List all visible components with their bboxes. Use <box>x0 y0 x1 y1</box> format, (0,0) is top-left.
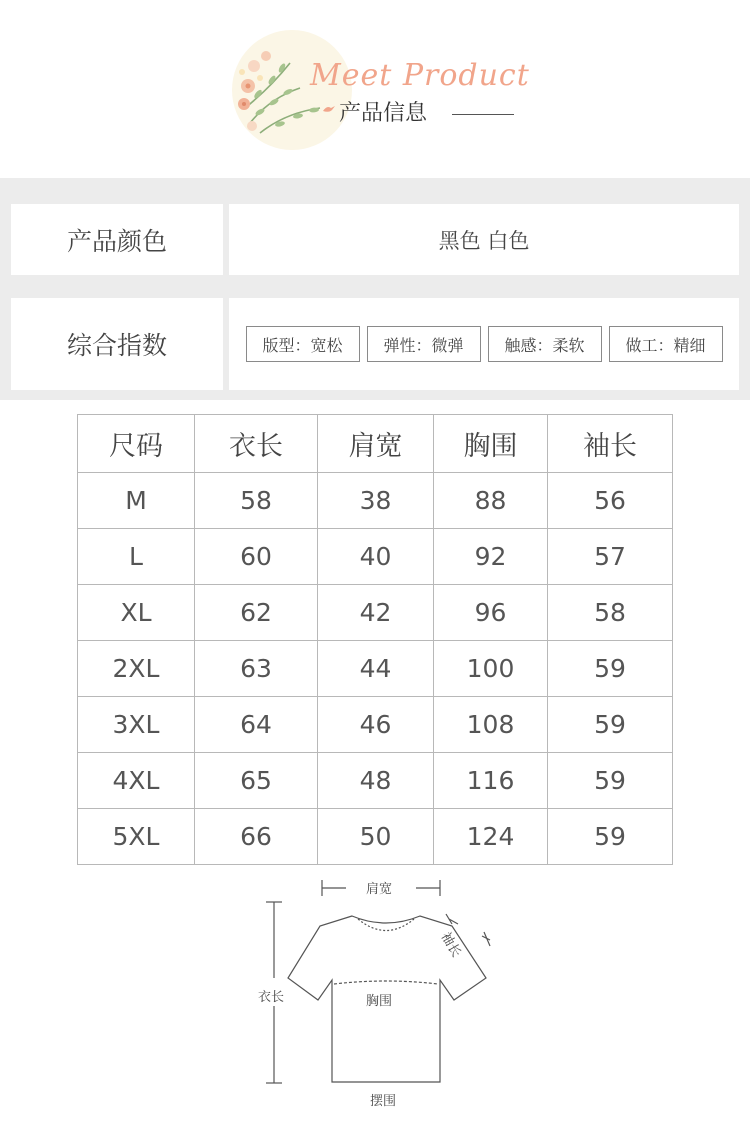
size-cell: 5XL <box>78 809 195 865</box>
sleeve-label: 袖长 <box>437 930 464 961</box>
size-cell: M <box>78 473 195 529</box>
shoulder-cell: 38 <box>318 473 434 529</box>
chest-cell: 96 <box>434 585 548 641</box>
tag-fit: 版型：宽松 <box>246 326 360 362</box>
chest-cell: 116 <box>434 753 548 809</box>
shoulder-label: 肩宽 <box>366 882 393 897</box>
header-sleeve: 袖长 <box>548 415 673 473</box>
tag-workmanship: 做工：精细 <box>609 326 723 362</box>
tag-touch: 触感：柔软 <box>488 326 602 362</box>
table-row <box>78 473 673 529</box>
color-value: 黑色 白色 <box>438 228 530 253</box>
sleeve-cell: 57 <box>548 529 673 585</box>
length-cell: 64 <box>195 697 318 753</box>
header-shoulder: 肩宽 <box>318 415 434 473</box>
chest-cell: 92 <box>434 529 548 585</box>
size-cell: L <box>78 529 195 585</box>
shoulder-cell: 44 <box>318 641 434 697</box>
page-header <box>0 0 750 178</box>
sleeve-cell: 59 <box>548 641 673 697</box>
color-label: 产品颜色 <box>66 226 167 256</box>
index-tags <box>246 326 723 362</box>
table-row <box>78 697 673 753</box>
length-cell: 63 <box>195 641 318 697</box>
chest-label: 胸围 <box>366 994 393 1009</box>
color-value-cell <box>229 204 739 275</box>
chest-cell: 100 <box>434 641 548 697</box>
table-row <box>78 809 673 865</box>
sleeve-cell: 59 <box>548 753 673 809</box>
tag-elasticity: 弹性：微弹 <box>367 326 481 362</box>
index-label-cell <box>11 298 223 390</box>
header-size: 尺码 <box>78 415 195 473</box>
size-cell: XL <box>78 585 195 641</box>
table-row <box>78 529 673 585</box>
color-label-cell <box>11 204 223 275</box>
index-tags-cell <box>229 298 739 390</box>
page-title: 产品信息 <box>339 101 428 126</box>
shoulder-cell: 42 <box>318 585 434 641</box>
measurement-diagram <box>240 868 520 1118</box>
chest-cell: 88 <box>434 473 548 529</box>
length-cell: 60 <box>195 529 318 585</box>
length-cell: 58 <box>195 473 318 529</box>
meet-product-title: Meet Product <box>310 58 530 93</box>
chest-cell: 108 <box>434 697 548 753</box>
size-table <box>77 414 673 865</box>
table-row <box>78 641 673 697</box>
bird-icon <box>322 104 336 114</box>
table-row <box>78 753 673 809</box>
length-cell: 62 <box>195 585 318 641</box>
length-cell: 65 <box>195 753 318 809</box>
shoulder-cell: 46 <box>318 697 434 753</box>
size-cell: 3XL <box>78 697 195 753</box>
size-cell: 2XL <box>78 641 195 697</box>
shoulder-cell: 40 <box>318 529 434 585</box>
sleeve-cell: 59 <box>548 697 673 753</box>
shoulder-cell: 50 <box>318 809 434 865</box>
header-length: 衣长 <box>195 415 318 473</box>
shoulder-cell: 48 <box>318 753 434 809</box>
sleeve-cell: 58 <box>548 585 673 641</box>
title-divider <box>452 114 514 115</box>
header-chest: 胸围 <box>434 415 548 473</box>
size-cell: 4XL <box>78 753 195 809</box>
table-header-row <box>78 415 673 473</box>
product-info-panel <box>0 178 750 400</box>
sleeve-cell: 59 <box>548 809 673 865</box>
index-label: 综合指数 <box>66 331 167 360</box>
length-cell: 66 <box>195 809 318 865</box>
chest-cell: 124 <box>434 809 548 865</box>
table-row <box>78 585 673 641</box>
sleeve-cell: 56 <box>548 473 673 529</box>
hem-label: 摆围 <box>370 1094 397 1109</box>
length-label: 衣长 <box>258 990 285 1005</box>
